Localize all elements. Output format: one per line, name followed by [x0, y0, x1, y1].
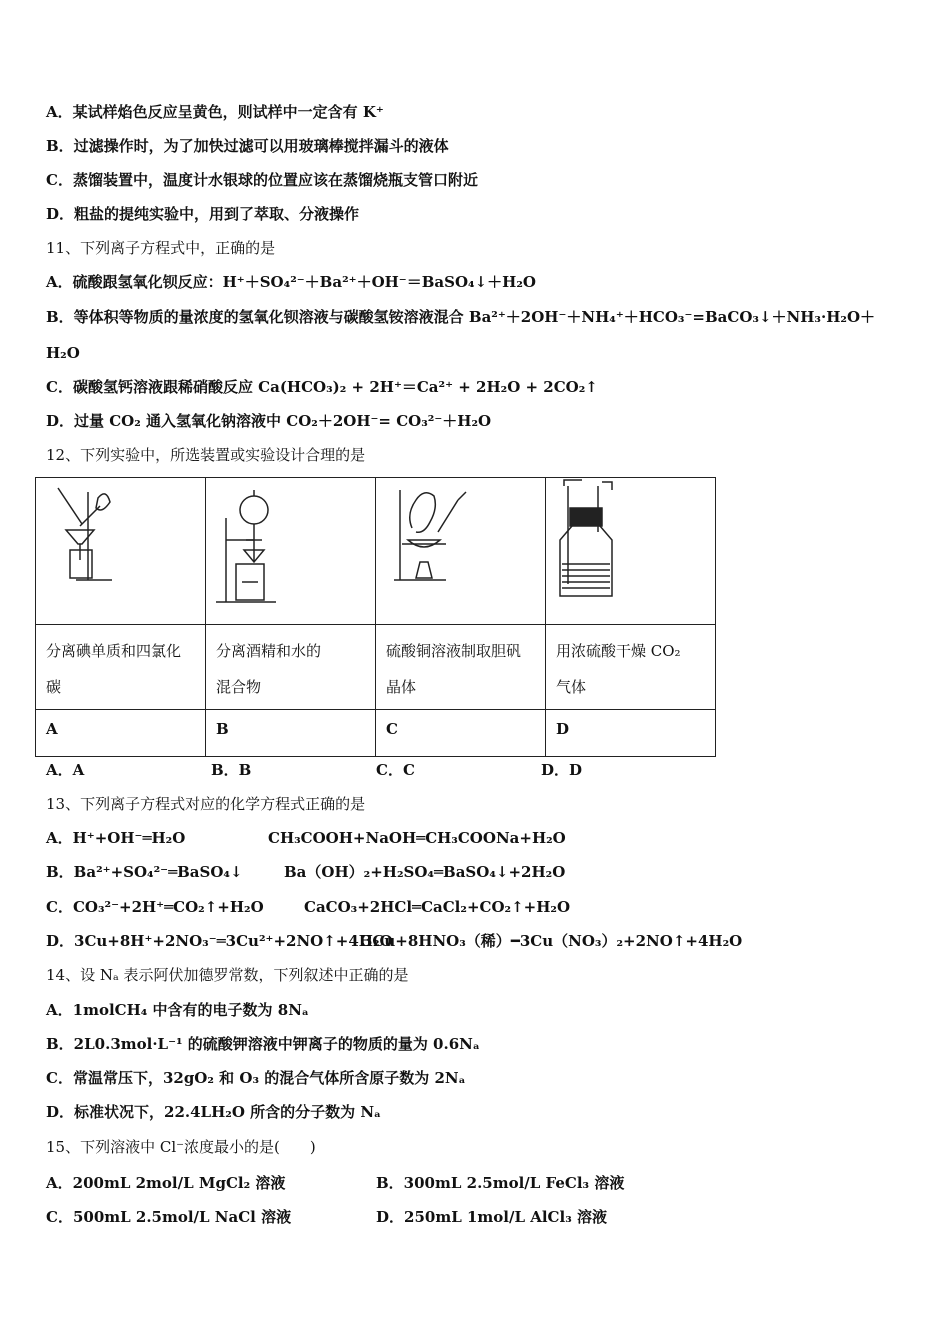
experiment-d-label: D: [546, 710, 716, 757]
q13-option-c-ionic: C．CO₃²⁻+2H⁺═CO₂↑+H₂O: [46, 898, 264, 916]
filtration-apparatus-icon: [36, 478, 205, 624]
q15-option-d: D．250mL 1mol/L AlCl₃ 溶液: [376, 1208, 607, 1226]
q14-option-b: B．2L0.3mol·L⁻¹ 的硫酸钾溶液中钾离子的物质的量为 0.6Nₐ: [46, 1035, 480, 1053]
q10-option-a: A．某试样焰色反应呈黄色，则试样中一定含有 K⁺: [46, 103, 384, 121]
q13-option-a-chemical: CH₃COOH+NaOH═CH₃COONa+H₂O: [268, 829, 566, 847]
q12-option-b: B．B: [211, 761, 252, 779]
experiment-c-label: C: [376, 710, 546, 757]
q11-option-b: B．等体积等物质的量浓度的氢氧化钡溶液与碳酸氢铵溶液混合 Ba²⁺＋2OH⁻＋NH₄⁺＋HCO₃⁻=BaCO₃↓＋NH₃·H₂O＋: [46, 308, 876, 326]
experiment-c-description: 硫酸铜溶液制取胆矾 晶体: [376, 625, 546, 710]
q11-option-c: C．碳酸氢钙溶液跟稀硝酸反应 Ca(HCO₃)₂ + 2H⁺＝Ca²⁺ + 2H₂O + 2CO₂↑: [46, 378, 598, 396]
q13-option-b-ionic: B．Ba²⁺+SO₄²⁻═BaSO₄↓: [46, 863, 243, 881]
experiment-table: [35, 477, 716, 757]
q10-option-d: D．粗盐的提纯实验中，用到了萃取、分液操作: [46, 205, 360, 223]
q15-option-a: A．200mL 2mol/L MgCl₂ 溶液: [46, 1174, 286, 1192]
q13-option-d-ionic: D．3Cu+8H⁺+2NO₃⁻═3Cu²⁺+2NO↑+4H₂O: [46, 932, 393, 950]
experiment-a-description: 分离碘单质和四氯化 碳: [36, 625, 206, 710]
gas-washing-bottle-icon: [546, 478, 715, 624]
q13-option-b-chemical: Ba（OH）₂+H₂SO₄═BaSO₄↓+2H₂O: [284, 863, 566, 881]
q14-option-c: C．常温常压下，32gO₂ 和 O₃ 的混合气体所含原子数为 2Nₐ: [46, 1069, 466, 1087]
q14-option-a: A．1molCH₄ 中含有的电子数为 8Nₐ: [46, 1001, 309, 1019]
q12-option-a: A．A: [46, 761, 85, 779]
q15-option-b: B．300mL 2.5mol/L FeCl₃ 溶液: [376, 1174, 625, 1192]
experiment-b-description: 分离酒精和水的 混合物: [206, 625, 376, 710]
q12-option-c: C．C: [376, 761, 415, 779]
q15-option-c: C．500mL 2.5mol/L NaCl 溶液: [46, 1208, 292, 1226]
separatory-funnel-icon: [206, 478, 375, 624]
experiment-b-image: [206, 478, 376, 625]
q11-stem: 11、下列离子方程式中，正确的是: [46, 239, 276, 257]
q13-stem: 13、下列离子方程式对应的化学方程式正确的是: [46, 795, 366, 813]
evaporating-dish-icon: [376, 478, 545, 624]
q10-option-b: B．过滤操作时，为了加快过滤可以用玻璃棒搅拌漏斗的液体: [46, 137, 449, 155]
q11-option-d: D．过量 CO₂ 通入氢氧化钠溶液中 CO₂＋2OH⁻= CO₃²⁻＋H₂O: [46, 412, 492, 430]
q12-option-d: D．D: [541, 761, 583, 779]
experiment-a-label: A: [36, 710, 206, 757]
q13-option-c-chemical: CaCO₃+2HCl═CaCl₂+CO₂↑+H₂O: [304, 898, 571, 916]
experiment-c-image: [376, 478, 546, 625]
experiment-a-image: [36, 478, 206, 625]
q11-option-a: A．硫酸跟氢氧化钡反应：H⁺＋SO₄²⁻＋Ba²⁺＋OH⁻＝BaSO₄↓＋H₂O: [46, 273, 536, 291]
experiment-d-description: 用浓硫酸干燥 CO₂ 气体: [546, 625, 716, 710]
q13-option-d-chemical: 3Cu+8HNO₃（稀）━3Cu（NO₃）₂+2NO↑+4H₂O: [362, 932, 743, 950]
experiment-d-image: [546, 478, 716, 625]
q13-option-a-ionic: A．H⁺+OH⁻═H₂O: [46, 829, 186, 847]
q14-stem: 14、设 Nₐ 表示阿伏加德罗常数，下列叙述中正确的是: [46, 966, 409, 984]
q12-stem: 12、下列实验中，所选装置或实验设计合理的是: [46, 446, 366, 464]
q15-stem: 15、下列溶液中 Cl⁻浓度最小的是( ): [46, 1138, 316, 1156]
q11-option-b-continued: H₂O: [46, 344, 80, 362]
q10-option-c: C．蒸馏装置中，温度计水银球的位置应该在蒸馏烧瓶支管口附近: [46, 171, 478, 189]
q14-option-d: D．标准状况下，22.4LH₂O 所含的分子数为 Nₐ: [46, 1103, 382, 1121]
experiment-b-label: B: [206, 710, 376, 757]
